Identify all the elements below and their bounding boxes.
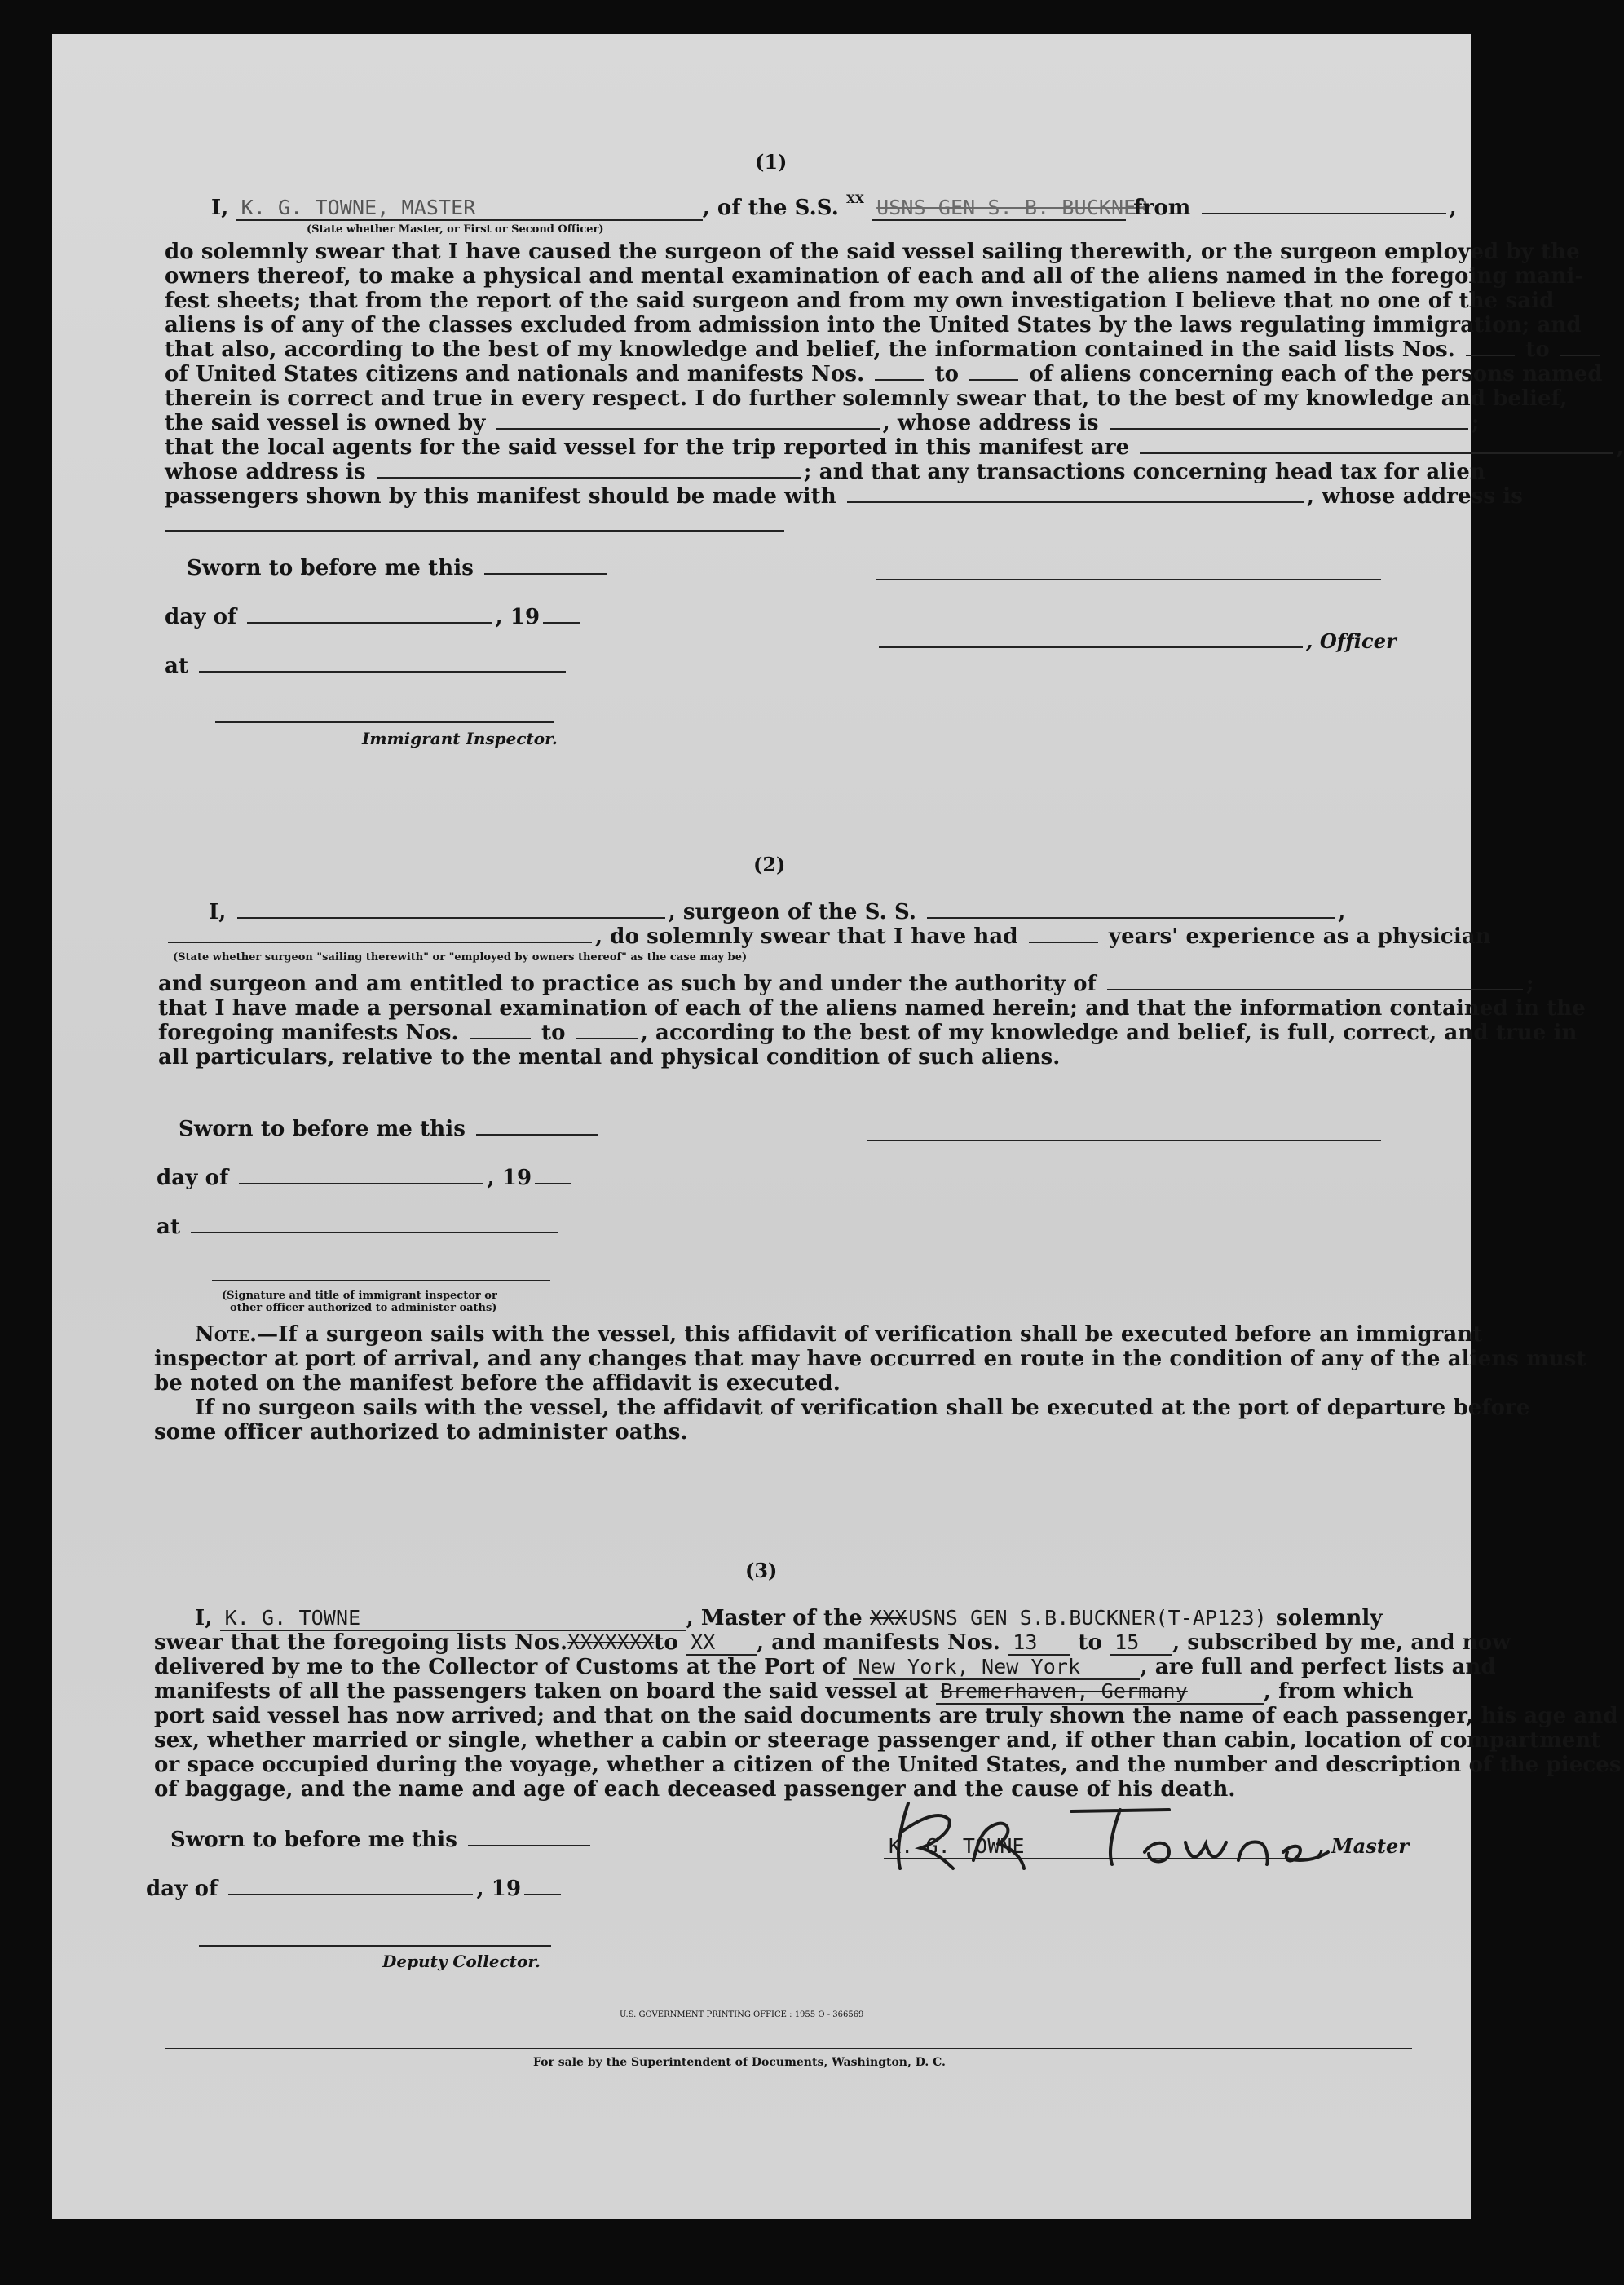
s1-day-of-label: day of: [165, 605, 237, 629]
s1-sworn-line: [187, 556, 610, 580]
s1-para-5-to: to: [1525, 337, 1550, 362]
s1-whose-address-is: whose address is: [165, 460, 366, 484]
owner-field: [496, 427, 880, 430]
s3-foregoing-lists: swear that the foregoing lists Nos.: [154, 1630, 568, 1655]
agents-address-field: [377, 476, 801, 479]
s3-master-name-field: K. G. TOWNE: [220, 1606, 686, 1631]
master-name-field: K. G. TOWNE, MASTER: [236, 196, 703, 221]
s1-year-field: [543, 621, 580, 624]
s2-sig-note-2: other officer authorized to administer oaths): [230, 1302, 497, 1314]
owner-address-field: [1110, 427, 1468, 430]
s3-lists-from: XXXXXXX: [567, 1630, 655, 1654]
s1-officer-label: , Officer: [1306, 629, 1397, 653]
s3-line-3: [154, 1655, 1496, 1680]
s3-taken-on-board: manifests of all the passengers taken on board the said vessel at: [154, 1679, 929, 1704]
master-signature: [876, 1787, 1332, 1877]
s3-line-2: [154, 1630, 1511, 1656]
s3-and-manifests: , and manifests Nos.: [756, 1630, 1001, 1655]
i-label: I,: [211, 196, 229, 220]
s3-signed-name: K. G. TOWNE: [884, 1834, 1317, 1859]
s1-address-line: [165, 530, 784, 532]
s3-to-2: to: [1078, 1630, 1102, 1655]
s3-day-of-label: day of: [146, 1877, 218, 1901]
s1-day-field: [247, 621, 492, 624]
s2-note-line-1: [195, 1322, 1482, 1347]
s1-officer-signature-line: [876, 579, 1381, 580]
s3-line-5: port said vessel has now arrived; and that on the said documents are truly shown the name of each passenger, his age and: [154, 1704, 1618, 1728]
s1-para-6: [165, 362, 1603, 386]
s3-line-6: sex, whether married or single, whether a cabin or steerage passenger and, if other than cabin, location of compartment: [154, 1728, 1601, 1753]
s1-sworn-field: [484, 572, 607, 575]
s3-year-label: , 19: [476, 1877, 522, 1901]
s2-note-line-3: be noted on the manifest before the affidavit is executed.: [154, 1371, 841, 1396]
s2-line-6: all particulars, relative to the mental and physical condition of such aliens.: [158, 1045, 1061, 1070]
s3-to-1: to: [654, 1630, 678, 1655]
lists-to-field: [1560, 354, 1600, 356]
from-label: from: [1133, 196, 1191, 220]
s2-line-2: [165, 924, 1491, 949]
s2-day-of-label: day of: [157, 1166, 229, 1190]
s3-delivered: delivered by me to the Collector of Customs at the Port of: [154, 1655, 846, 1679]
s1-para-8: [165, 411, 1480, 435]
s1-inspector-label: Immigrant Inspector.: [362, 729, 558, 748]
s3-departure-field: Bremerhaven, Germany: [936, 1679, 1264, 1705]
s1-sworn-label: Sworn to before me this: [187, 556, 474, 580]
s2-according: , according to the best of my knowledge and belief, is full, correct, and true in: [640, 1021, 1578, 1045]
ss-marks: XX: [846, 193, 864, 206]
s1-para-9: [165, 435, 1624, 460]
s2-note-line-2: inspector at port of arrival, and any changes that may have occurred en route in the condition of any of the aliens must: [154, 1347, 1586, 1371]
s2-line-4: that I have made a personal examination of each of the aliens named herein; and that the information contained in the: [158, 996, 1586, 1021]
section-2-number: (2): [753, 853, 786, 876]
s2-day-line: [157, 1166, 575, 1190]
state-note: (State whether Master, or First or Second Officer): [307, 223, 604, 236]
s2-foregoing-manifests: foregoing manifests Nos.: [158, 1021, 459, 1045]
s2-sworn-field: [476, 1133, 598, 1136]
s3-line-7: or space occupied during the voyage, whether a citizen of the United States, and the number and description of the pieces: [154, 1753, 1622, 1777]
s3-vessel-field: USNS GEN S.B.BUCKNER(T-AP123): [908, 1606, 1267, 1630]
section-1-number: (1): [755, 150, 788, 174]
s1-para-2: owners thereof, to make a physical and mental examination of each and all of the aliens named in the foregoing mani-: [165, 264, 1584, 289]
head-tax-field: [847, 501, 1304, 503]
s2-note-line-4: If no surgeon sails with the vessel, the affidavit of verification shall be executed at the port of departure before: [195, 1396, 1530, 1420]
s2-line-5: [158, 1021, 1578, 1045]
section-3-number: (3): [745, 1559, 778, 1582]
s2-sworn-line: [179, 1117, 602, 1141]
for-sale-imprint: For sale by the Superintendent of Documents, Washington, D. C.: [533, 2056, 946, 2069]
s2-day-field: [239, 1182, 483, 1184]
manifests-from-field: [875, 378, 924, 381]
s1-officer-field: [879, 646, 1303, 648]
s1-year-label: , 19: [495, 605, 541, 629]
s3-ss-struck: XXX: [869, 1606, 907, 1630]
s3-day-line: [146, 1877, 564, 1901]
s3-sworn-line: [170, 1828, 594, 1852]
s2-at-label: at: [157, 1215, 181, 1239]
agents-field: [1140, 452, 1613, 454]
s2-note-label: Note.: [195, 1322, 258, 1347]
s2-inspector-line: [212, 1280, 550, 1281]
s3-master-of-label: , Master of the: [686, 1606, 863, 1630]
s1-at-line: [165, 654, 569, 678]
s3-lists-to: XX: [686, 1630, 757, 1656]
s3-manifest-from: 13: [1008, 1630, 1070, 1656]
from-field: [1202, 212, 1446, 214]
s1-para-5: [165, 337, 1603, 362]
s1-para-5-text: that also, according to the best of my knowledge and belief, the information contained in the said lists Nos.: [165, 337, 1455, 362]
s3-full-perfect: , are full and perfect lists and: [1140, 1655, 1496, 1679]
s2-years-field: [1029, 941, 1098, 943]
s2-note-line-5: some officer authorized to administer oaths.: [154, 1420, 688, 1445]
s1-head-tax: ; and that any transactions concerning head tax for alien: [803, 460, 1485, 484]
s1-para-3: fest sheets; that from the report of the said surgeon and from my own investigation I believe that no one of the said: [165, 289, 1555, 313]
s1-at-label: at: [165, 654, 189, 678]
s2-manifest-to-field: [576, 1037, 638, 1039]
s2-surgeon-name-field: [237, 916, 665, 919]
s1-whose-address-is-2: , whose address is: [1306, 484, 1523, 509]
s3-line-4: [154, 1679, 1414, 1705]
s3-master-title: , Master: [1317, 1834, 1410, 1858]
s2-sig-note-1: (Signature and title of immigrant inspector or: [222, 1290, 497, 1302]
s3-line-1: [195, 1606, 1383, 1631]
of-the-ss-label: , of the S.S.: [702, 196, 839, 220]
s1-para-4: aliens is of any of the classes excluded from admission into the United States by the laws regulating immigration; and: [165, 313, 1582, 337]
section-1-header-line: I, K. G. TOWNE, MASTER , of the S.S. $^{XX}$ USNS GEN S. B. BUCKNER from ,: [211, 193, 1457, 220]
s2-line-3: [158, 972, 1534, 996]
s3-line-8: of baggage, and the name and age of each deceased passenger and the cause of his death.: [154, 1777, 1236, 1802]
s1-comma: ,: [1616, 435, 1624, 460]
footer-rule: [165, 2048, 1412, 2049]
manifest-affidavit-page: [52, 34, 1624, 2219]
s2-note-1: —If a surgeon sails with the vessel, this affidavit of verification shall be executed before an immigrant: [257, 1322, 1483, 1347]
s2-sworn-exp: , do solemnly swear that I have had: [595, 924, 1018, 949]
s3-manifest-to: 15: [1110, 1630, 1172, 1656]
s2-state-field: [168, 941, 592, 943]
s2-authority-field: [1107, 988, 1523, 990]
s3-day-field: [228, 1893, 473, 1895]
s3-sworn-label: Sworn to before me this: [170, 1828, 457, 1852]
s1-para-6-text: of United States citizens and nationals and manifests Nos.: [165, 362, 865, 386]
s2-authority-text: and surgeon and am entitled to practice as such by and under the authority of: [158, 972, 1097, 996]
s2-state-note: (State whether surgeon "sailing therewith" or "employed by owners thereof" as the case may be): [173, 951, 748, 964]
s1-at-field: [199, 670, 566, 673]
s2-sworn-label: Sworn to before me this: [179, 1117, 466, 1141]
s2-semicolon: ;: [1526, 972, 1534, 996]
s1-passengers-shown: passengers shown by this manifest should be made with: [165, 484, 836, 509]
s2-ss-field: [927, 916, 1335, 919]
s2-year-label: , 19: [487, 1166, 532, 1190]
s1-owned-by: the said vessel is owned by: [165, 411, 486, 435]
s1-para-6-tail: of aliens concerning each of the persons named: [1029, 362, 1603, 386]
s3-from-which: , from which: [1263, 1679, 1414, 1704]
s1-para-7: therein is correct and true in every respect. I do further solemnly swear that, to the best of my knowledge and belief,: [165, 386, 1568, 411]
s3-port-field: New York, New York: [853, 1655, 1140, 1680]
s1-para-1: do solemnly swear that I have caused the surgeon of the said vessel sailing therewith, or the surgeon employed by the: [165, 240, 1580, 264]
s2-manifest-from-field: [470, 1037, 531, 1039]
s2-comma: ,: [1338, 900, 1346, 924]
s2-year-field: [535, 1182, 571, 1184]
vessel-name-faint: USNS GEN S. B. BUCKNER: [872, 196, 1126, 221]
s2-at-line: [157, 1215, 561, 1239]
s1-officer-line: [876, 629, 1397, 654]
s1-whose-address: , whose address is: [882, 411, 1099, 435]
s2-line-1: [209, 900, 1345, 924]
lists-from-field: [1466, 354, 1515, 356]
s1-para-11: [165, 484, 1523, 509]
s3-deputy-label: Deputy Collector.: [382, 1952, 541, 1971]
s3-year-field: [524, 1893, 561, 1895]
s3-solemnly: solemnly: [1275, 1606, 1383, 1630]
s3-i-label: I,: [195, 1606, 213, 1630]
s2-to: to: [541, 1021, 566, 1045]
s2-at-field: [191, 1231, 558, 1233]
s1-para-10: [165, 460, 1485, 484]
s1-semicolon: ;: [1471, 411, 1480, 435]
s2-i-label: I,: [209, 900, 227, 924]
s1-day-line: [165, 605, 583, 629]
s2-signature-line: [867, 1140, 1381, 1141]
s2-years-label: years' experience as a physician: [1108, 924, 1491, 949]
s2-surgeon-of-label: , surgeon of the S. S.: [668, 900, 917, 924]
s1-local-agents: that the local agents for the said vessel for the trip reported in this manifest are: [165, 435, 1130, 460]
gpo-imprint: U.S. GOVERNMENT PRINTING OFFICE : 1955 O - 366569: [620, 2010, 864, 2019]
s1-inspector-line: [215, 721, 554, 723]
s3-deputy-line: [199, 1945, 551, 1947]
manifests-to-field: [969, 378, 1018, 381]
s1-para-6-to: to: [934, 362, 960, 386]
s3-sworn-field: [468, 1844, 590, 1846]
s3-subscribed: , subscribed by me, and now: [1172, 1630, 1511, 1655]
